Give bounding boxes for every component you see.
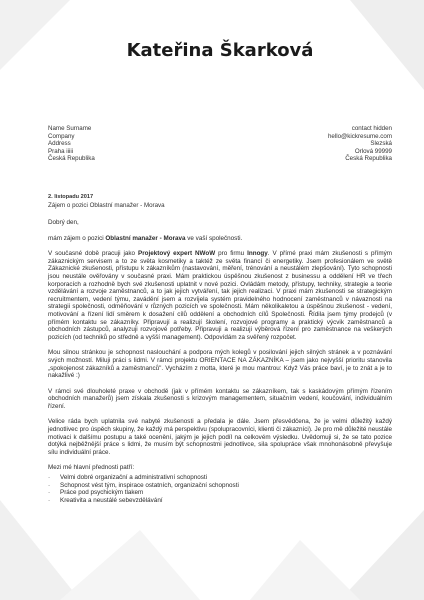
recipient-company: Company [48,132,75,140]
intro-text: mám zájem o pozici [48,234,106,242]
intro-paragraph [48,235,392,243]
recipient-street: Address [48,140,71,148]
sender-street: Slezská [370,140,392,148]
applicant-name: Kateřina Škarková [126,40,314,61]
management-paragraph: V rámci své dlouholeté praxe v obchodě (jak v přímém kontaktu se zákazníkem, tak s kaskádovým přímým řízením obchodních manažerů) jsem získala zkušenosti s krizovým managementem, situačním vedení, koučování, individuálním řízení. [48,387,392,410]
letter-body [48,219,392,504]
letter-subject: Zájem o pozici Oblastní manažer - Morava [48,202,165,209]
sender-email[interactable]: hello@kickresume.com [327,132,392,140]
intro-position: Oblastní manažer - Morava [105,234,186,242]
recipient-city: Praha iiiii [48,147,74,155]
sender-address [328,125,392,163]
list-item: · Schopnost vést tým, inspirace ostatních, organizační schopnosti [48,482,392,490]
recipient-address [48,125,95,163]
list-item: · Práce pod psychickým tlakem [48,489,392,497]
p1-text: V současné době pracuji jako [48,250,139,258]
intro-text-end: ve vaší společnosti. [185,234,243,242]
current-role: Projektový expert NWoW [138,250,216,258]
motivation-paragraph: Velice ráda bych uplatnila své nabyté zkušenosti a předala je dále. Jsem přesvědčena, že je velmi důležitý každý jednotlivec pro úspěch skupiny, že každý má perspektivu (spolupracovníci, klienti či zákazníci). Je pro mě důležité neustále motivaci k dalšímu postupu a také ocenění, jakým je jejich podíl na celkovém výsledku. Uvědomuji si, že se tato pozice dotýká nejběžnější práce s lidmi, že musím být schopnostmi jednotlivce, sila spolupráce však mnohonásobně převyšuje sílu individuální práce. [48,418,392,456]
letter-date: 2. listopadu 2017 [48,194,94,200]
experience-paragraph [48,250,392,341]
sender-city: Orlová 99999 [354,147,392,155]
recipient-country: Česká Republika [48,155,95,163]
p1-rest: . V přímé praxi mám zkušenosti s přímým zákaznickým servisem a to ze světa kosmetiky a taktéž ze světa financí či energetiky. Jsem profesionálem ve světě Zákaznické zkušenosti, přístupu k zákazníkům (nastavování, měření, trénování a neustálém zlepšování). Tyto schopnosti jsou neustále ověřovány v současné praxi. Mám praktickou úspěšnou zkušenost z businessu a oddělení HR ve třech korporacích a rozhodně bych své zkušenosti uplatnit v nové pozici. Ovládám metody, přístupy, techniky, strategie a teorie vzdělávání a rozvoje zaměstnanců, a to jak jejich vytváření, tak jejich realizaci. V praxi mám zkušenosti se strategickým recruitmentem, vedení týmu, zavádění jsem a rozvíjela systém pravidelného hodnocení zaměstnanců v návaznosti na strategii společnosti, odměňování v různých pozicích ve společnosti. Mám několikaletou a úspěšnou zkušenost - vedení, motivování a řízení lidí směrem k dosažení cílů oddělení a obchodních cílů Společnosti. Řídila jsem týmy prodejců (v přímém kontaktu se zákazníky. Připravují a realizují školení, rozvojové programy a praktický výcvik zaměstnanců a obchodních zástupců, analyzuji rozvojové potřeby. Připravuji a realizuji výběrová řízení pro zaměstnance na veškerých pozicích (od techniků po středně a vyšší management). Odpovídám za svěřený rozpočet. [48,250,393,341]
recipient-name: Name Surname [48,125,92,132]
advantages-title: Mezi mé hlavní přednosti patří: [48,464,135,472]
greeting: Dobrý den, [48,219,79,226]
list-item: · Kreativita a neustálé sebevzdělávání [48,497,392,505]
p1-mid: pro firmu [215,250,248,258]
sender-country: Česká Republika [345,155,392,163]
sender-phone: contact hidden [351,125,392,132]
current-company: Innogy [247,250,268,258]
advantages-list [48,474,392,504]
strengths-paragraph: Mou silnou stránkou je schopnost naslouchání a podpora mých kolegů v posilování jejich silných stránek a v poznávání svých možností. Miluji práci s lidmi. V rámci projektu ORIENTACE NA ZÁKAZNÍKA – jsem jako nejvyšší prioritu stanovila „spokojenost zákazníků a zaměstnanců". Vycházím z motta, které je mou mantrou: Když Vás práce baví, je to znát a je to nakažlivé :) [48,349,392,380]
list-item: · Velmi dobré organizační a administrativní schopnosti [48,474,392,482]
